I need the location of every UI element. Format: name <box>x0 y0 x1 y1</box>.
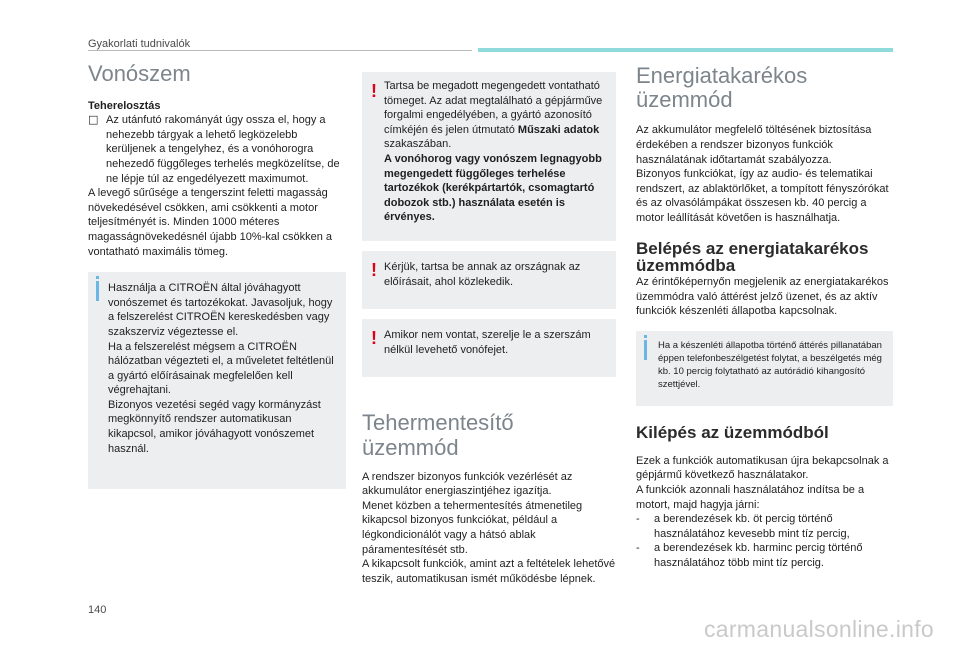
altitude-paragraph: A levegő sűrűsége a tengerszint feletti magasság növekedésével csökken, ami csökkenti a motor teljesítményét is. Minden 1000 méteres magasságnövekedésnél újabb 10%-kal csökken a vontatható maximális tömeg. <box>88 187 332 258</box>
info-box-text: Használja a CITROËN által jóváhagyott vonószemet és tartozékokat. Javasoljuk, hogy a felszerelést CITROËN kereskedésben vagy szakszerviz végeztesse el. Ha a felszerelést mégsem a CITROËN hálózatban végezteti el, a műveletet feltétlenül a gyártó előírásainak megfelelően kell végrehajtani. Bizonyos vezetési segéd vagy kormányzást megkönnyítő rendszer automatikusan kikapcsol, amikor jóváhagyott vonószemet használ. <box>108 282 334 455</box>
list-item: - a berendezések kb. harminc percig történő használatához több mint tíz percig. <box>636 542 863 569</box>
header-accent-bar <box>478 48 893 52</box>
warning-box-regulations <box>362 251 616 309</box>
warning-icon: ! <box>371 81 377 101</box>
column-warnings <box>362 72 616 586</box>
heading-vonoszem: Vonószem <box>88 61 191 86</box>
column-vonoszem <box>88 62 346 489</box>
column-energiatakarekos <box>636 64 893 571</box>
heading-energiatakarekos: Energiatakarékos üzemmód <box>636 63 808 113</box>
info-box-phone-text: Ha a készenléti állapotba történő áttérés pillanatában éppen telefonbeszélgetést folytat, a beszélgetés még kb. 10 percig folytatható az autórádió kihangosító szettjével. <box>658 340 882 390</box>
list-item: - a berendezések kb. öt percig történő használatához kevesebb mint tíz percig, <box>636 513 850 540</box>
bullet-item <box>88 113 346 186</box>
warning-icon: ! <box>371 259 377 280</box>
warning-box-removable-head <box>362 319 616 377</box>
subheading-teherelosztas: Teherelosztás <box>88 100 161 113</box>
info-icon <box>96 281 99 301</box>
bullet-square-icon: □ <box>88 113 99 127</box>
info-box-phone-call <box>636 331 893 406</box>
warning-box-towing-mass <box>362 72 616 241</box>
header-divider <box>88 50 472 51</box>
info-box-citroen <box>88 272 346 489</box>
load-shedding-paragraph: A rendszer bizonyos funkciók vezérlését az akkumulátor energiaszintjéhez igazítja. Menet közben a tehermentesítés átmenetileg kikapcsol bizonyos funkciókat, például a légkondicionálót vagy a hátsó ablak páramentesítését stb. A kikapcsolt funkciók, amint azt a feltételek lehetővé teszik, automatikusan ismét működésbe lépnek. <box>362 470 616 585</box>
watermark: carmanualsonline.info <box>703 616 934 642</box>
warning-text-removable-head: Amikor nem vontat, szerelje le a szerszám nélkül levehető vonófejet. <box>384 329 591 356</box>
exiting-mode-paragraph: Ezek a funkciók automatikusan újra bekapcsolnak a gépjármű következő használatakor. A funkciók azonnali használatához indítsa be a motort, majd hagyja járni: <box>636 454 889 511</box>
entering-mode-paragraph: Az érintőképernyőn megjelenik az energiatakarékos üzemmódra való áttérést jelző üzenet, és az aktív funkciók készenléti állapotba kapcsolnak. <box>636 276 889 318</box>
bullet-text: Az utánfutó rakományát úgy ossza el, hogy a nehezebb tárgyak a lehető legközelebb kerüljenek a tengelyhez, és a vonóhorogra nehezedő függőleges terhelés megközelítse, de ne lépje túl az engedélyezett maximumot. <box>106 114 340 185</box>
warning-text-towing-mass: Tartsa be megadott megengedett vontatható tömeget. Az adat megtalálható a gépjárműve forgalmi engedélyében, a gyártó azonosító címkéjén és jelen útmutató Műszaki adatok szakaszában. A vonóhorog vagy vonószem legnagyobb megengedett függőleges terhelése tartozékok (kerékpártartók, csomagtartó dobozok stb.) használata esetén is érvényes. <box>384 80 603 224</box>
heading-kilepes: Kilépés az üzemmódból <box>636 423 829 442</box>
info-icon <box>644 340 647 360</box>
page-number: 140 <box>88 604 107 616</box>
energy-saving-paragraph: Az akkumulátor megfelelő töltésének biztosítása érdekében a rendszer bizonyos funkciók használatának időtartamát szabályozza. Bizonyos funkciókat, így az audio- és telematikai rendszert, az ablaktörlőket, a tompított fényszórókat és az olvasólámpákat összesen kb. 40 percig a motor leállítását követően is használhatja. <box>636 124 889 224</box>
heading-tehermentesito: Tehermentesítő üzemmód <box>362 410 514 460</box>
warning-text-regulations: Kérjük, tartsa be annak az országnak az előírásait, ahol közlekedik. <box>384 260 581 288</box>
section-header: Gyakorlati tudnivalók <box>88 38 191 50</box>
warning-icon: ! <box>371 328 377 349</box>
heading-belepes: Belépés az energiatakarékos üzemmódba <box>636 238 869 276</box>
